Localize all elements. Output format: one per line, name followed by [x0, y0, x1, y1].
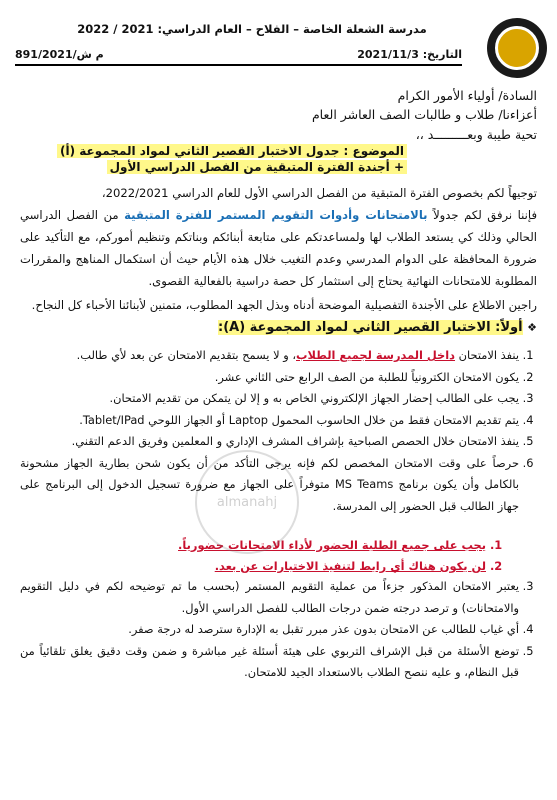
list-item: 3. يعتبر الامتحان المذكور جزءاً من عملية التقويم المستمر (بحسب ما تم توضيحه لكم في دليل التقويم والامتحانات) و ترصد درجته ضمن درجات الطالب للفصل الدراسي الأول.: [20, 576, 519, 619]
subject-block: [57, 143, 407, 175]
school-logo-icon: [487, 18, 547, 78]
reference-number: م ش/891/2021: [15, 48, 104, 61]
intro-highlight: بالامتحانات وأدوات التقويم المستمر للفترة المتبقية: [124, 208, 428, 222]
list-item: 4. أي غياب للطالب عن الامتحان بدون عذر مبرر تقبل به الإدارة سترصد له درجة صفر.: [20, 619, 519, 641]
subject-line-2: + أجندة الفترة المتبقية من الفصل الدراسي الأول: [107, 160, 407, 174]
date-ref-row: [15, 48, 462, 66]
intro-text-pre: فإننا نرفق لكم جدولاً: [427, 208, 537, 222]
list-item: 3. يجب على الطالب إحضار الجهاز الإلكتروني الخاص به و إلا لن يتمكن من تقديم الامتحان.: [20, 388, 519, 410]
list-item: 6. حرصاً على وقت الامتحان المخصص لكم فإنه يرجى التأكد من أن يكون شحن بطارية الجهاز مشحونة بالكامل وأن يكون برنامج MS Teams متوفراً على الجهاز مع ضرورة تسجيل الدخول إلى البرنامج على جهاز الطالب قبل الحضور إلى المدرسة.: [20, 453, 519, 518]
note-item: 2. لن يكون هناك أي رابط لتنفيذ الاختبارات عن بعد.: [20, 556, 486, 577]
list-item: 5. ينفذ الامتحان خلال الحصص الصباحية بإشراف المشرف الإداري و المعلمين وفريق الدعم التقني.: [20, 431, 519, 453]
diamond-bullet-icon: ❖: [527, 321, 537, 334]
subject-line-1: الموضوع : جدول الاختبار القصير الثاني لمواد المجموعة (أ): [57, 144, 407, 158]
section-title: [218, 320, 537, 335]
emphasis-text: داخل المدرسة لجميع الطلاب: [296, 348, 456, 362]
closing-paragraph: راجين الاطلاع على الأجندة التفصيلية الموضحة أدناه وبذل الجهد المطلوب، متمنين لأبنائنا الأحباء كل النجاح.: [31, 298, 537, 312]
list-item: 2. يكون الامتحان الكترونياً للطلبة من الصف الرابع حتى الثاني عشر.: [20, 367, 519, 389]
intro-line-2: [20, 204, 537, 292]
intro-paragraph: [20, 182, 537, 292]
intro-text-post: من الفصل الدراسي الحالي وذلك كي يستعد الطلاب لها ولمساعدتكم على متابعة أبنائكم وبناتكم وتنظيم أموركم، مع التأكيد على ضرورة المحافظة على الدوام المدرسي وعدم التغيب خلال هذه الأيام حيث أن استكمال المناهج والمقررات المطلوبة للامتحانات النهائية يحتاج إلى استثمار كل حصة دراسية بالفعالية القصوى.: [20, 208, 537, 288]
addressee-parents: السادة/ أولياء الأمور الكرام: [397, 88, 537, 103]
greeting: تحية طيبة وبعـــــــــد ،،: [415, 127, 537, 142]
section-title-text: أولاً: الاختبار القصير الثاني لمواد المجموعة (A):: [218, 320, 523, 335]
date-label: التاريخ: 2021/11/3: [357, 48, 462, 61]
watermark-logo-icon: almanahj: [195, 450, 299, 554]
addressee-students: أعزاءنا/ طلاب و طالبات الصف العاشر العام: [311, 107, 537, 122]
note-item: 1. يجب على جميع الطلبة الحضور لأداء الامتحانات حضورياً.: [20, 535, 486, 556]
school-header: مدرسة الشعلة الخاصة – الفلاح – العام الدراسي: 2021 / 2022: [77, 22, 427, 36]
list-item: 4. يتم تقديم الامتحان فقط من خلال الحاسوب المحمول Laptop أو الجهاز اللوحي Tablet/IPad.: [20, 410, 519, 432]
list-item: 1. ينفذ الامتحان داخل المدرسة لجميع الطلاب، و لا يسمح بتقديم الامتحان عن بعد لأي طالب.: [20, 345, 519, 367]
instructions-list-continued: [20, 576, 537, 684]
list-item: 5. توضع الأسئلة من قبل الإشراف التربوي على هيئة أسئلة غير مباشرة و ضمن وقت دقيق يغلق تلقائياً من قبل النظام، و عليه ننصح الطلاب بالاستعداد الجيد للامتحان.: [20, 641, 519, 684]
intro-line-1: توجيهاً لكم بخصوص الفترة المتبقية من الفصل الدراسي الأول للعام الدراسي 2022/2021،: [101, 186, 537, 200]
